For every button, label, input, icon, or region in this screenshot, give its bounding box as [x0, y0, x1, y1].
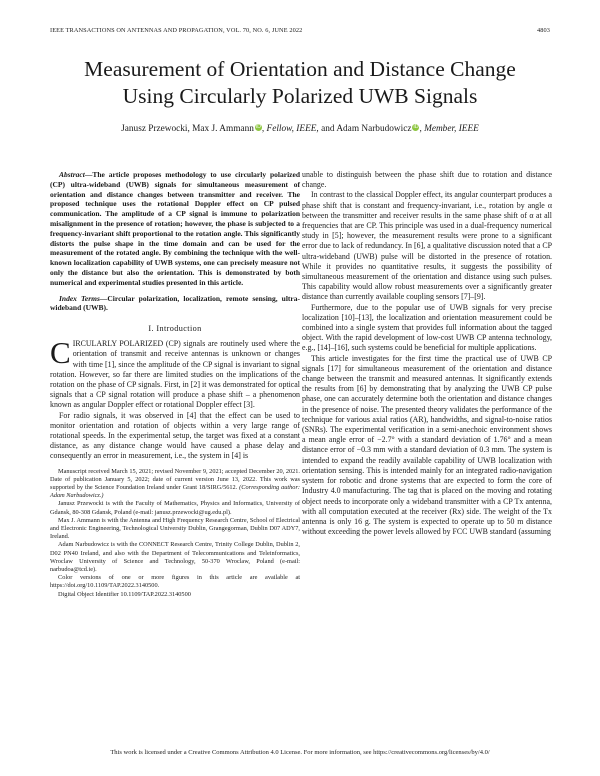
running-head — [50, 27, 550, 34]
journal-name: IEEE TRANSACTIONS ON ANTENNAS AND PROPAGATION, VOL. 70, NO. 6, JUNE 2022 — [50, 27, 303, 34]
abstract-text: —The article proposes methodology to use circularly polarized (CP) ultra-wideband (UWB) signals for simultaneous measurement of orientation and distance changes between transmitter and receiver. The proposed technique uses the rotational Doppler effect on CP pulsed communication. The amplitude of a CP signal is immune to polarization misalignment in the presence of rotation; however, the phase is subjected to a frequency-invariant shift proportional to the rotation angle. This significantly distorts the pulse shape in the time domain and can be used for the measurement of the rotated angle. By combining the technique with the well-known localization capability of UWB systems, one can precisely measure not only the distance but also the orientation. This is demonstrated by both numerical and experimental studies presented in this article. — [50, 170, 300, 287]
footnote-affiliation-1: Janusz Przewocki is with the Faculty of Mathematics, Physics and Informatics, University of Gdansk, 80-308 Gdansk, Poland (e-mail: janusz.przewocki@ug.edu.pl). — [50, 500, 300, 516]
body-paragraph-2: Furthermore, due to the popular use of UWB signals for very precise localization [10]–[13], the localization and orientation measurement could be combined into a single system that provides full information about the tagged object. With the rapid development of low-cost UWB CP antenna technology, e.g., [14]–[16], such systems could be beneficial for multiple applications. — [302, 302, 552, 353]
left-column — [50, 170, 300, 599]
abstract — [50, 170, 300, 313]
footnote-doi: Digital Object Identifier 10.1109/TAP.2022.3140500 — [58, 590, 191, 598]
intro-text-1: IRCULARLY POLARIZED (CP) signals are routinely used where the orientation of transmit and receive antennas is unknown or changes with time [1], since the amplitude of the CP signal is invariant to signal rotation. However, so far there are limited studies on the implications of the rotation on the phase of CP signals. First, in [2] it was demonstrated for optical signals that a CP signal rotation will produce a phase shift – a phenomenon known as angular Doppler effect or rotational Doppler effect [3]. — [50, 339, 300, 410]
title-line-2: Using Circularly Polarized UWB Signals — [122, 84, 478, 108]
footnote-affiliation-2: Max J. Ammann is with the Antenna and High Frequency Research Centre, School of Electrical and Electronic Engineering, Technological University Dublin, Grangegorman, Dublin D07 ADY7, Ireland. — [50, 516, 300, 541]
footnote-color-note[interactable]: Color versions of one or more figures in this article are available at https://doi.org/10.1109/TAP.2022.3140500. — [50, 574, 300, 590]
footnote-affiliation-3: Adam Narbudowicz is with the CONNECT Research Centre, Trinity College Dublin, Dublin 2, D02 PN40 Ireland, and also with the Department of Telecommunications and Teleinformatics, Wroclaw University of Science and Technology, 50-370 Wroclaw, Poland (e-mail: narbudoa@tcd.ie). — [50, 541, 300, 574]
orcid-icon[interactable]: iD — [413, 124, 419, 130]
author-role-2: , Member, IEEE — [419, 124, 479, 134]
index-terms-text: —Circular polarization, localization, remote sensing, ultra-wideband (UWB). — [50, 293, 301, 313]
body-paragraph-3: This article investigates for the first time the practical use of UWB CP signals [17] for simultaneous measurement of the orientation and distance change between the transmit and measured antennas. It significantly extends the results from [6] by demonstrating that by analyzing the UWB CP pulse phase, one can accurately determine both the orientation and distance changes in the presence of noise. The presented theory validates the performance of the technique for various axial ratios (AR), handwidths, and signal-to-noise ratios (SNRs). The experimental verification in a semi-anechoic environment shows a mean angle error of −2.7° with a standard deviation of 1.76° and a mean distance error of −0.3 mm with a standard deviation of 0.3 mm. The system is intended to expand the readily available capability of UWB localization with orientation sensing. This is intended mainly for an integrated radio-navigation system for robotic and drone systems that are expected to form the core of Industry 4.0 manufacturing. The tag that is placed on the moving and rotating object needs to incorporate only a wideband transmitter with a CP Tx antenna, with all computation executed at the receiver (Rx) side. The weight of the Tx antenna is only 16 g. The system is expected to operate up to 50 m distance without exceeding the power levels allowed by FCC UWB standard (assuming — [302, 353, 552, 537]
footnote-manuscript-text: Manuscript received March 15, 2021; revised November 9, 2021; accepted December 20, 2021. Date of publication January 5, 2022; date of current version June 13, 2022. This work was supported by the Science Foundation Ireland under Grant 18/SIRG/5612. — [50, 467, 300, 491]
right-column — [302, 170, 552, 537]
index-terms-label: Index Terms — [59, 293, 100, 303]
author-list — [30, 124, 570, 134]
footnote-corresponding: (Corresponding author: Adam Narbudowicz.) — [50, 484, 300, 500]
license-notice[interactable]: This work is licensed under a Creative Commons Attribution 4.0 License. For more information, see https://creativecommons.org/licenses/by/4.0/ — [110, 749, 490, 756]
intro-paragraph-1 — [50, 335, 300, 410]
abstract-label: Abstract — [59, 170, 85, 179]
author-role-1: , Fellow, IEEE, — [261, 124, 319, 134]
title-line-1: Measurement of Orientation and Distance Change — [84, 57, 516, 81]
author-names-2: and Adam Narbudowicz — [318, 124, 412, 134]
page-number: 4803 — [537, 27, 550, 34]
paper-title — [30, 56, 570, 110]
footnote-manuscript — [50, 468, 300, 501]
body-paragraph-0: unable to distinguish between the phase shift due to rotation and distance change. — [302, 170, 552, 190]
section-heading: I. Introduction — [148, 324, 202, 334]
dropcap: C — [50, 335, 71, 371]
body-paragraph-1: In contrast to the classical Doppler effect, its angular counterpart produces a phase shift that is constant and frequency-invariant, i.e., rotation by angle α between the transmitter and receiver results in the same phase shift of α at all frequencies that are CP. This principle was used in a dual-frequency numerical study in [5]; however, the measurement results were prone to a significant error due to lack of redundancy. In [6], a qualitative discussion noted that a CP ultra-wideband (UWB) pulse will be distorted in the presence of rotation. While it provides no quantitative results, it suggests the possibility of simultaneous measurement of the orientation and distance using such pulses. This capability would allow robust measurements over a significantly greater distance than currently available coupling sensors [7]–[9]. — [302, 190, 552, 302]
author-names-1: Janusz Przewocki, Max J. Ammann — [121, 124, 254, 134]
footnotes — [50, 468, 300, 599]
intro-paragraph-2: For radio signals, it was observed in [4] that the effect can be used to monitor orientation and rotation of objects within a very large range of rotational speeds. In the experimental setup, the target was fixed at a constant distance, as any distance change would have caused a phase delay and consequently an error in measurement, i.e., the system in [4] is — [50, 410, 300, 461]
orcid-icon[interactable]: iD — [255, 124, 261, 130]
